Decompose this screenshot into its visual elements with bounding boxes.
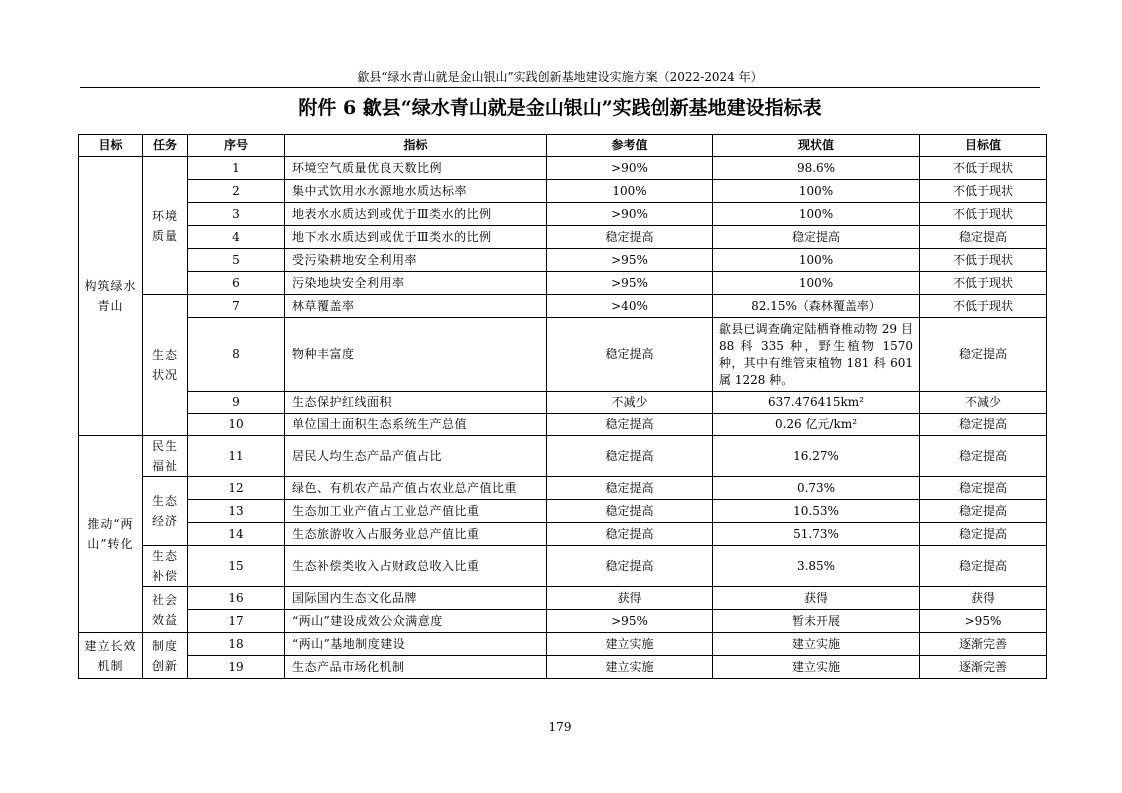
reference-cell: 稳定提高 bbox=[547, 546, 713, 587]
table-row bbox=[79, 318, 1047, 392]
table-header-row bbox=[79, 135, 1047, 157]
current-cell: 82.15%（森林覆盖率） bbox=[713, 295, 920, 318]
table-row bbox=[79, 249, 1047, 272]
current-cell: 建立实施 bbox=[713, 656, 920, 679]
reference-cell: >95% bbox=[547, 249, 713, 272]
number-cell: 12 bbox=[188, 477, 285, 500]
current-cell: 51.73% bbox=[713, 523, 920, 546]
reference-cell: >90% bbox=[547, 203, 713, 226]
table-row bbox=[79, 546, 1047, 587]
table-row bbox=[79, 392, 1047, 414]
table-row bbox=[79, 203, 1047, 226]
indicator-cell: 生态补偿类收入占财政总收入比重 bbox=[285, 546, 547, 587]
table-row bbox=[79, 477, 1047, 500]
document-title: 附件 6 歙县“绿水青山就是金山银山”实践创新基地建设指标表 bbox=[298, 97, 822, 119]
reference-cell: 稳定提高 bbox=[547, 226, 713, 249]
number-cell: 5 bbox=[188, 249, 285, 272]
table-row bbox=[79, 523, 1047, 546]
target-cell: 不低于现状 bbox=[920, 249, 1047, 272]
task-cell: 生态补偿 bbox=[143, 546, 188, 587]
goal-cell: 建立长效机制 bbox=[79, 633, 143, 679]
number-cell: 7 bbox=[188, 295, 285, 318]
indicator-cell: 生态加工业产值占工业总产值比重 bbox=[285, 500, 547, 523]
page-number: 179 bbox=[548, 720, 572, 734]
task-cell: 民生福祉 bbox=[143, 436, 188, 477]
table-row bbox=[79, 157, 1047, 180]
reference-cell: 稳定提高 bbox=[547, 477, 713, 500]
indicator-cell: 林草覆盖率 bbox=[285, 295, 547, 318]
goal-cell: 推动“两山”转化 bbox=[79, 436, 143, 633]
reference-cell: 稳定提高 bbox=[547, 318, 713, 392]
current-cell: 100% bbox=[713, 272, 920, 295]
table-row bbox=[79, 226, 1047, 249]
indicator-cell: 地下水水质达到或优于Ⅲ类水的比例 bbox=[285, 226, 547, 249]
reference-cell: 不减少 bbox=[547, 392, 713, 414]
column-header-number: 序号 bbox=[188, 135, 285, 157]
number-cell: 2 bbox=[188, 180, 285, 203]
number-cell: 4 bbox=[188, 226, 285, 249]
number-cell: 13 bbox=[188, 500, 285, 523]
target-cell: 逐渐完善 bbox=[920, 633, 1047, 656]
target-cell: 稳定提高 bbox=[920, 546, 1047, 587]
task-cell: 生态经济 bbox=[143, 477, 188, 546]
indicator-cell: 生态产品市场化机制 bbox=[285, 656, 547, 679]
table-row bbox=[79, 610, 1047, 633]
table-row bbox=[79, 633, 1047, 656]
current-cell: 637.476415km² bbox=[713, 392, 920, 414]
number-cell: 1 bbox=[188, 157, 285, 180]
current-cell: 0.73% bbox=[713, 477, 920, 500]
number-cell: 18 bbox=[188, 633, 285, 656]
reference-cell: 稳定提高 bbox=[547, 414, 713, 436]
current-cell: 歙县已调查确定陆栖脊椎动物 29 目 88 科 335 种，野生植物 1570 种，其中有维管束植物 181 科 601 属 1228 种。 bbox=[713, 318, 920, 392]
running-header: 歙县“绿水青山就是金山银山”实践创新基地建设实施方案（2022-2024 年） bbox=[357, 70, 763, 84]
current-cell: 16.27% bbox=[713, 436, 920, 477]
indicator-cell: 地表水水质达到或优于Ⅲ类水的比例 bbox=[285, 203, 547, 226]
current-cell: 100% bbox=[713, 249, 920, 272]
reference-cell: 建立实施 bbox=[547, 656, 713, 679]
indicator-cell: 集中式饮用水水源地水质达标率 bbox=[285, 180, 547, 203]
current-cell: 98.6% bbox=[713, 157, 920, 180]
current-cell: 10.53% bbox=[713, 500, 920, 523]
task-cell: 生态状况 bbox=[143, 295, 188, 436]
reference-cell: >95% bbox=[547, 610, 713, 633]
number-cell: 16 bbox=[188, 587, 285, 610]
goal-cell: 构筑绿水青山 bbox=[79, 157, 143, 436]
column-header-reference: 参考值 bbox=[547, 135, 713, 157]
current-cell: 100% bbox=[713, 180, 920, 203]
target-cell: 稳定提高 bbox=[920, 523, 1047, 546]
current-cell: 稳定提高 bbox=[713, 226, 920, 249]
target-cell: >95% bbox=[920, 610, 1047, 633]
reference-cell: 建立实施 bbox=[547, 633, 713, 656]
task-cell: 环境质量 bbox=[143, 157, 188, 295]
target-cell: 稳定提高 bbox=[920, 500, 1047, 523]
current-cell: 获得 bbox=[713, 587, 920, 610]
number-cell: 9 bbox=[188, 392, 285, 414]
reference-cell: >90% bbox=[547, 157, 713, 180]
column-header-target: 目标值 bbox=[920, 135, 1047, 157]
target-cell: 不低于现状 bbox=[920, 180, 1047, 203]
table-row bbox=[79, 436, 1047, 477]
target-cell: 稳定提高 bbox=[920, 318, 1047, 392]
number-cell: 10 bbox=[188, 414, 285, 436]
table-row bbox=[79, 587, 1047, 610]
table-row bbox=[79, 656, 1047, 679]
task-cell: 制度创新 bbox=[143, 633, 188, 679]
indicator-cell: 环境空气质量优良天数比例 bbox=[285, 157, 547, 180]
current-cell: 0.26 亿元/km² bbox=[713, 414, 920, 436]
number-cell: 17 bbox=[188, 610, 285, 633]
target-cell: 不低于现状 bbox=[920, 203, 1047, 226]
current-cell: 3.85% bbox=[713, 546, 920, 587]
indicator-cell: 受污染耕地安全利用率 bbox=[285, 249, 547, 272]
target-cell: 稳定提高 bbox=[920, 477, 1047, 500]
number-cell: 19 bbox=[188, 656, 285, 679]
target-cell: 稳定提高 bbox=[920, 226, 1047, 249]
reference-cell: 100% bbox=[547, 180, 713, 203]
indicator-cell: 物种丰富度 bbox=[285, 318, 547, 392]
header-rule bbox=[80, 87, 1040, 88]
reference-cell: 稳定提高 bbox=[547, 436, 713, 477]
target-cell: 不低于现状 bbox=[920, 272, 1047, 295]
target-cell: 不低于现状 bbox=[920, 157, 1047, 180]
target-cell: 逐渐完善 bbox=[920, 656, 1047, 679]
number-cell: 11 bbox=[188, 436, 285, 477]
reference-cell: >95% bbox=[547, 272, 713, 295]
reference-cell: 稳定提高 bbox=[547, 523, 713, 546]
indicator-cell: 污染地块安全利用率 bbox=[285, 272, 547, 295]
reference-cell: 稳定提高 bbox=[547, 500, 713, 523]
indicator-cell: “两山”基地制度建设 bbox=[285, 633, 547, 656]
target-cell: 获得 bbox=[920, 587, 1047, 610]
indicator-cell: 生态保护红线面积 bbox=[285, 392, 547, 414]
indicator-cell: “两山”建设成效公众满意度 bbox=[285, 610, 547, 633]
target-cell: 稳定提高 bbox=[920, 436, 1047, 477]
current-cell: 建立实施 bbox=[713, 633, 920, 656]
number-cell: 14 bbox=[188, 523, 285, 546]
number-cell: 15 bbox=[188, 546, 285, 587]
indicator-cell: 绿色、有机农产品产值占农业总产值比重 bbox=[285, 477, 547, 500]
target-cell: 稳定提高 bbox=[920, 414, 1047, 436]
number-cell: 8 bbox=[188, 318, 285, 392]
table-row bbox=[79, 500, 1047, 523]
column-header-task: 任务 bbox=[143, 135, 188, 157]
reference-cell: 获得 bbox=[547, 587, 713, 610]
reference-cell: >40% bbox=[547, 295, 713, 318]
column-header-goal: 目标 bbox=[79, 135, 143, 157]
indicator-cell: 居民人均生态产品产值占比 bbox=[285, 436, 547, 477]
column-header-current: 现状值 bbox=[713, 135, 920, 157]
column-header-indicator: 指标 bbox=[285, 135, 547, 157]
table-row bbox=[79, 180, 1047, 203]
target-cell: 不减少 bbox=[920, 392, 1047, 414]
indicator-cell: 生态旅游收入占服务业总产值比重 bbox=[285, 523, 547, 546]
table-row bbox=[79, 272, 1047, 295]
number-cell: 3 bbox=[188, 203, 285, 226]
number-cell: 6 bbox=[188, 272, 285, 295]
target-cell: 不低于现状 bbox=[920, 295, 1047, 318]
indicator-cell: 单位国土面积生态系统生产总值 bbox=[285, 414, 547, 436]
table-row bbox=[79, 295, 1047, 318]
table-row bbox=[79, 414, 1047, 436]
current-cell: 100% bbox=[713, 203, 920, 226]
indicator-cell: 国际国内生态文化品牌 bbox=[285, 587, 547, 610]
current-cell: 暂未开展 bbox=[713, 610, 920, 633]
indicator-table bbox=[78, 134, 1047, 679]
task-cell: 社会效益 bbox=[143, 587, 188, 633]
